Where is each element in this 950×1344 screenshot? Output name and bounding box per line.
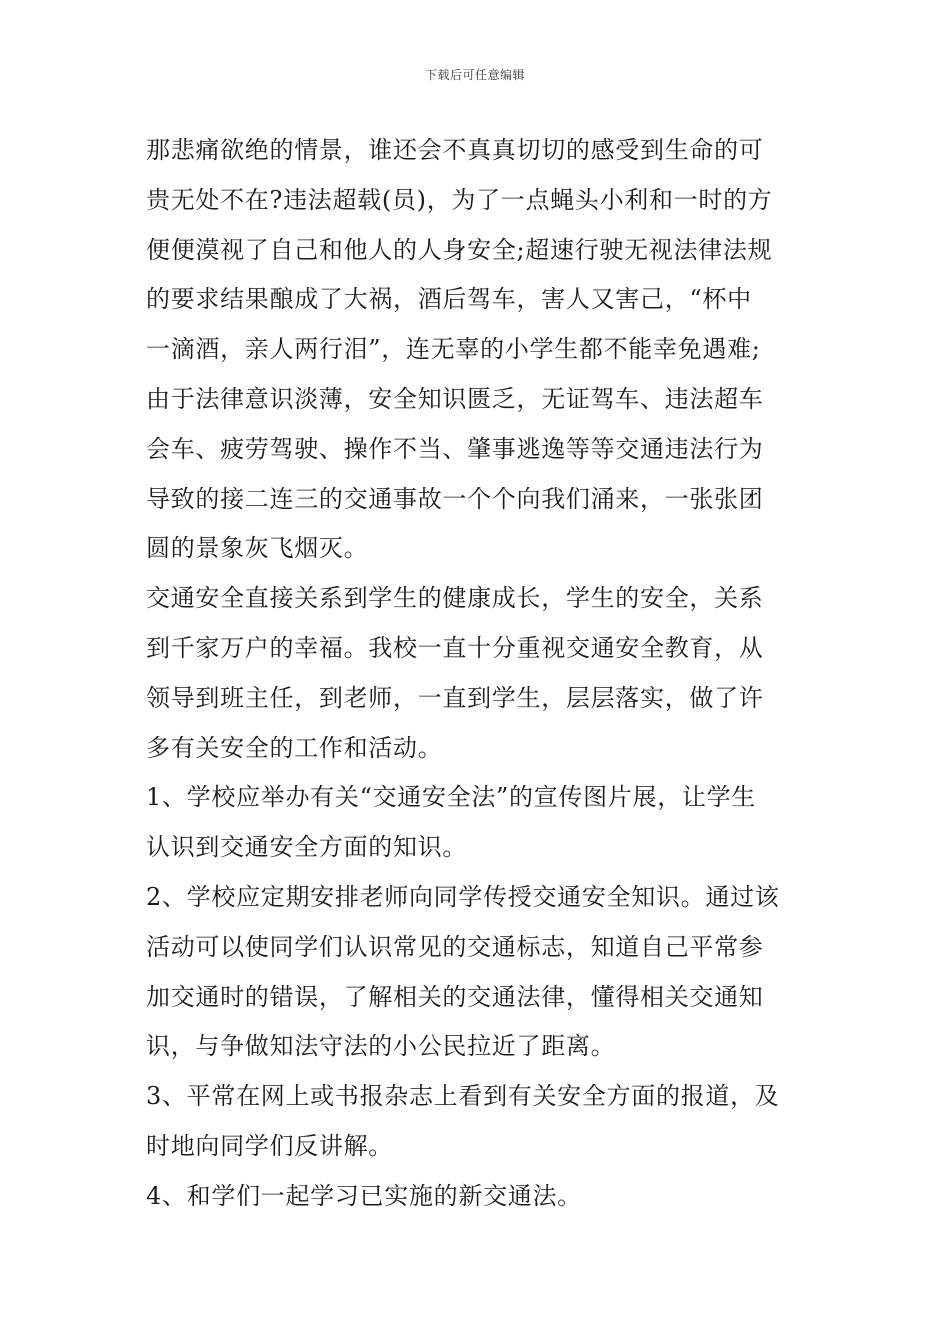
text-line: 2、学校应定期安排老师向同学传授交通安全知识。通过该 xyxy=(146,882,780,911)
page-header: 下载后可任意编辑 xyxy=(424,68,525,82)
text-line: 活动可以使同学们认识常见的交通标志，知道自己平常参 xyxy=(146,932,764,961)
text-line: 3、平常在网上或书报杂志上看到有关安全方面的报道，及 xyxy=(146,1082,780,1111)
text-line: 加交通时的错误，了解相关的交通法律，懂得相关交通知 xyxy=(146,982,764,1011)
text-line: 便便漠视了自己和他人的人身安全;超速行驶无视法律法规 xyxy=(146,235,773,264)
list-item-4 xyxy=(146,1172,816,1222)
text-line: 由于法律意识淡薄，安全知识匮乏，无证驾车、违法超车 xyxy=(146,384,764,413)
list-item-2 xyxy=(146,873,816,1072)
text-line: 时地向同学们反讲解。 xyxy=(146,1131,393,1160)
document-body xyxy=(146,126,816,1222)
text-line: 多有关安全的工作和活动。 xyxy=(146,733,443,762)
paragraph-school-safety xyxy=(146,574,816,773)
text-line: 会车、疲劳驾驶、操作不当、肇事逃逸等等交通违法行为 xyxy=(146,434,764,463)
text-line: 一滴酒，亲人两行泪”，连无辜的小学生都不能幸免遇难; xyxy=(146,335,761,364)
text-line: 到千家万户的幸福。我校一直十分重视交通安全教育，从 xyxy=(146,633,764,662)
text-line: 交通安全直接关系到学生的健康成长，学生的安全，关系 xyxy=(146,584,764,613)
text-line: 那悲痛欲绝的情景，谁还会不真真切切的感受到生命的可 xyxy=(146,136,764,164)
text-line: 识，与争做知法守法的小公民拉近了距离。 xyxy=(146,1032,616,1061)
text-line: 导致的接二连三的交通事故一个个向我们涌来，一张张团 xyxy=(146,484,764,513)
paragraph-accident-consequences xyxy=(146,126,816,574)
list-item-1 xyxy=(146,773,816,873)
text-line: 圆的景象灰飞烟灭。 xyxy=(146,534,369,563)
text-line: 领导到班主任，到老师，一直到学生，层层落实，做了许 xyxy=(146,683,764,712)
text-line: 认识到交通安全方面的知识。 xyxy=(146,833,468,862)
text-line: 贵无处不在?违法超载(员)，为了一点蝇头小利和一时的方 xyxy=(146,185,773,214)
text-line: 4、和学们一起学习已实施的新交通法。 xyxy=(146,1181,582,1210)
text-line: 1、学校应举办有关“交通安全法”的宣传图片展，让学生 xyxy=(146,783,757,812)
list-item-3 xyxy=(146,1072,816,1172)
text-line: 的要求结果酿成了大祸，酒后驾车，害人又害己，“杯中 xyxy=(146,285,752,314)
